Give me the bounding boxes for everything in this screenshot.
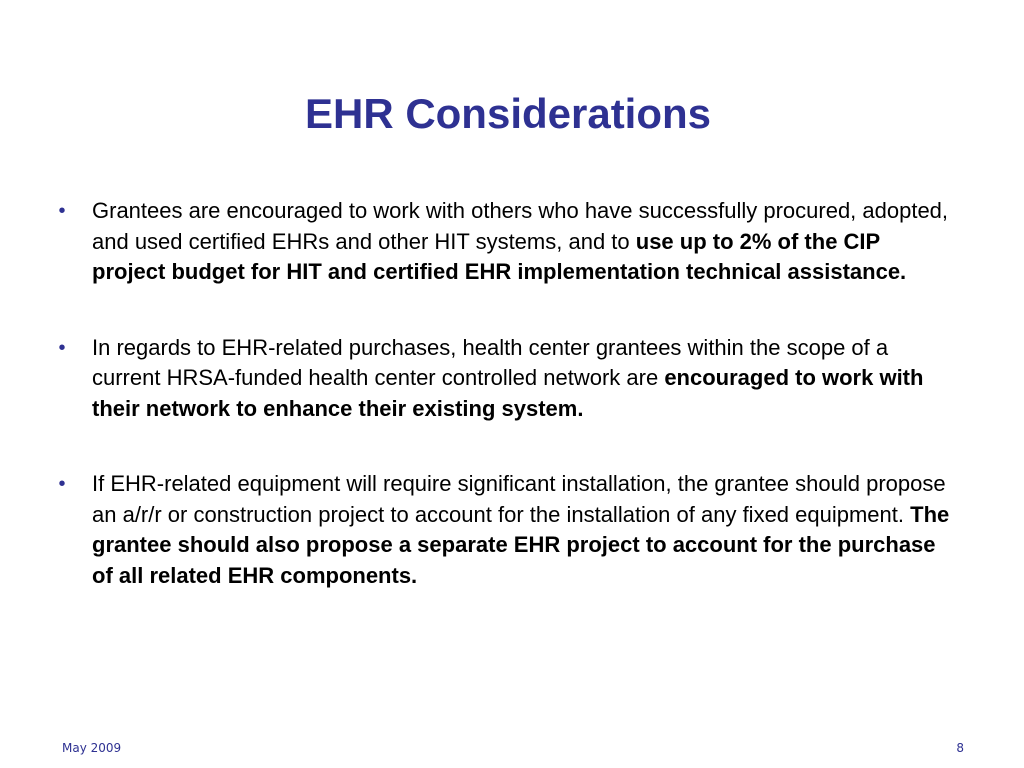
bullet-dot-icon: •: [58, 336, 66, 359]
bullet-text: [92, 469, 952, 591]
bullet-list: [52, 196, 952, 636]
bullet-item: [52, 469, 952, 591]
bullet-bold-text: encouraged to work with their network to enhance their existing system.: [92, 365, 924, 421]
bullet-dot-icon: •: [58, 473, 66, 495]
bullet-normal-text: If EHR-related equipment will require significant installation, the grantee should propose an a/r/r or construction project to account for the installation of any fixed equipment.: [92, 471, 946, 527]
bullet-item: [52, 196, 952, 288]
bullet-text: [92, 196, 952, 288]
bullet-normal-text: Grantees are encouraged to work with others who have successfully procured, adopted, and used certified EHRs and other HIT systems, and to: [92, 198, 949, 254]
bullet-bold-text: use up to 2% of the CIP project budget for HIT and certified EHR implementation technical assistance.: [92, 228, 907, 284]
bullet-bold-text: The grantee should also propose a separate EHR project to account for the purchase of all related EHR components.: [92, 501, 950, 588]
bullet-text: [92, 333, 952, 425]
bullet-normal-text: In regards to EHR-related purchases, health center grantees within the scope of a current HRSA-funded health center controlled network are: [92, 334, 889, 390]
bullet-item: [52, 333, 952, 425]
slide-title: EHR Considerations: [304, 90, 712, 137]
footer-page-number: 8: [956, 741, 964, 755]
bullet-dot-icon: •: [58, 200, 66, 222]
footer-date: May 2009: [62, 741, 122, 755]
